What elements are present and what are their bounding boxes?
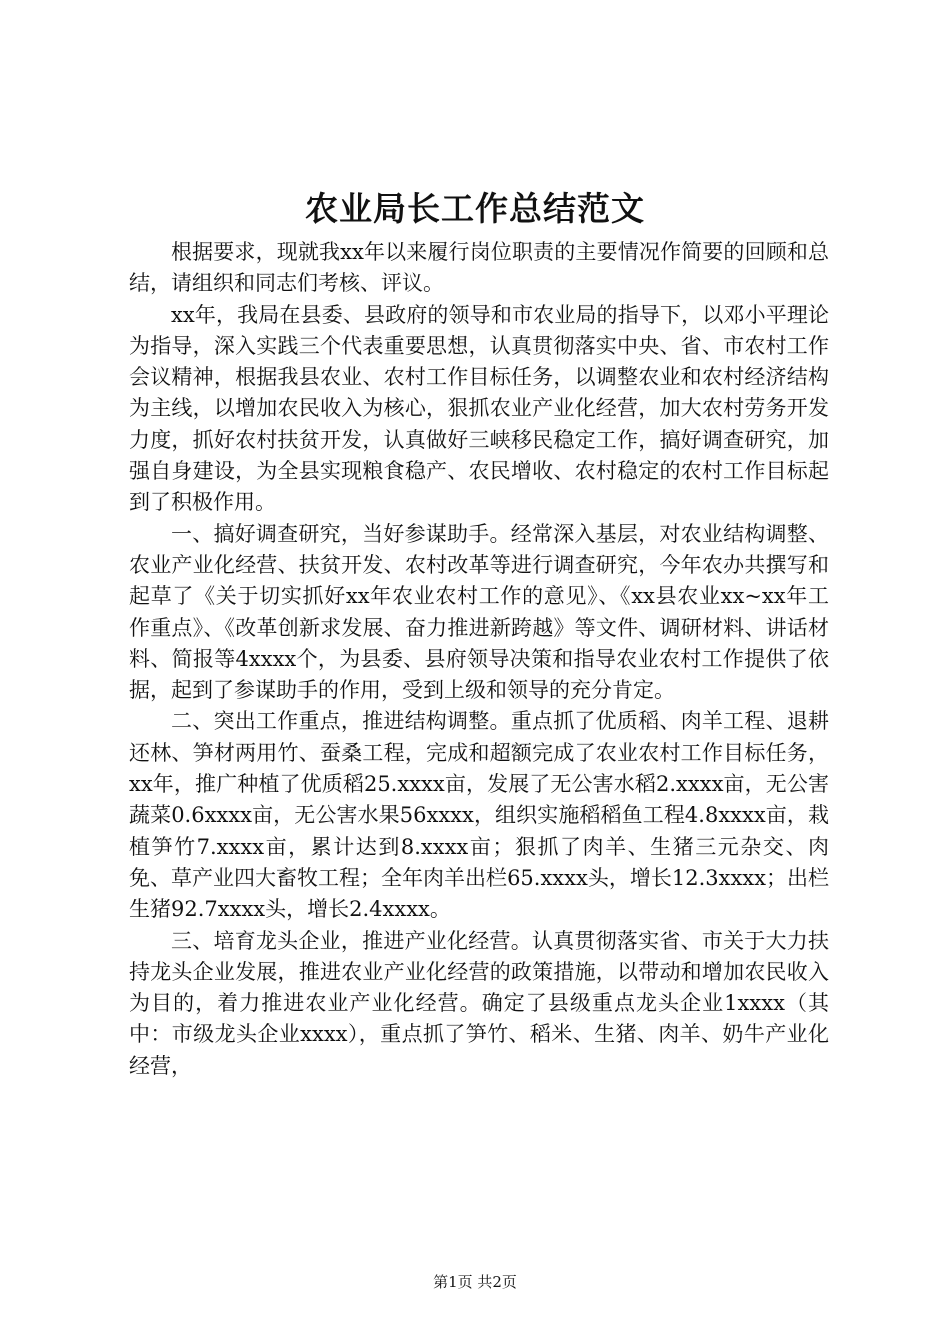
paragraph-section-1: 一、搞好调查研究，当好参谋助手。经常深入基层，对农业结构调整、农业产业化经营、扶贫开发、农村改革等进行调查研究，今年农办共撰写和起草了《关于切实抓好xx年农业农村工作的意见》、《xx县农业xx~xx年工作重点》、《改革创新求发展、奋力推进新跨越》等文件、调研材料、讲话材料、简报等4xxxx个，为县委、县府领导决策和指导农业农村工作提供了依据，起到了参谋助手的作用，受到上级和领导的充分肯定。 [129, 521, 829, 703]
paragraph-section-2: 二、突出工作重点，推进结构调整。重点抓了优质稻、肉羊工程、退耕还林、笋材两用竹、蚕桑工程，完成和超额完成了农业农村工作目标任务，xx年，推广种植了优质稻25.xxxx亩，发展了无公害水稻2.xxxx亩，无公害蔬菜0.6xxxx亩，无公害水果56xxxx，组织实施稻稻鱼工程4.8xxxx亩，栽植笋竹7.xxxx亩，累计达到8.xxxx亩；狠抓了肉羊、生猪三元杂交、肉免、草产业四大畜牧工程；全年肉羊出栏65.xxxx头，增长12.3xxxx；出栏生猪92.7xxxx头，增长2.4xxxx。 [129, 709, 829, 922]
document-title: 农业局长工作总结范文 [305, 189, 645, 228]
document-body [129, 237, 829, 1082]
page-footer: 第1页 共2页 [433, 1273, 517, 1291]
paragraph-overview: xx年，我局在县委、县政府的领导和市农业局的指导下，以邓小平理论为指导，深入实践三个代表重要思想，认真贯彻落实中央、省、市农村工作会议精神，根据我县农业、农村工作目标任务，以调整农业和农村经济结构为主线，以增加农民收入为核心，狠抓农业产业化经营，加大农村劳务开发力度，抓好农村扶贫开发，认真做好三峡移民稳定工作，搞好调查研究，加强自身建设，为全县实现粮食稳产、农民增收、农村稳定的农村工作目标起到了积极作用。 [129, 302, 829, 515]
paragraph-intro: 根据要求，现就我xx年以来履行岗位职责的主要情况作简要的回顾和总结，请组织和同志们考核、评议。 [129, 240, 829, 296]
paragraph-section-3: 三、培育龙头企业，推进产业化经营。认真贯彻落实省、市关于大力扶持龙头企业发展，推进农业产业化经营的政策措施，以带动和增加农民收入为目的，着力推进农业产业化经营。确定了县级重点龙头企业1xxxx（其中：市级龙头企业xxxx），重点抓了笋竹、稻米、生猪、肉羊、奶牛产业化经营， [129, 928, 829, 1078]
